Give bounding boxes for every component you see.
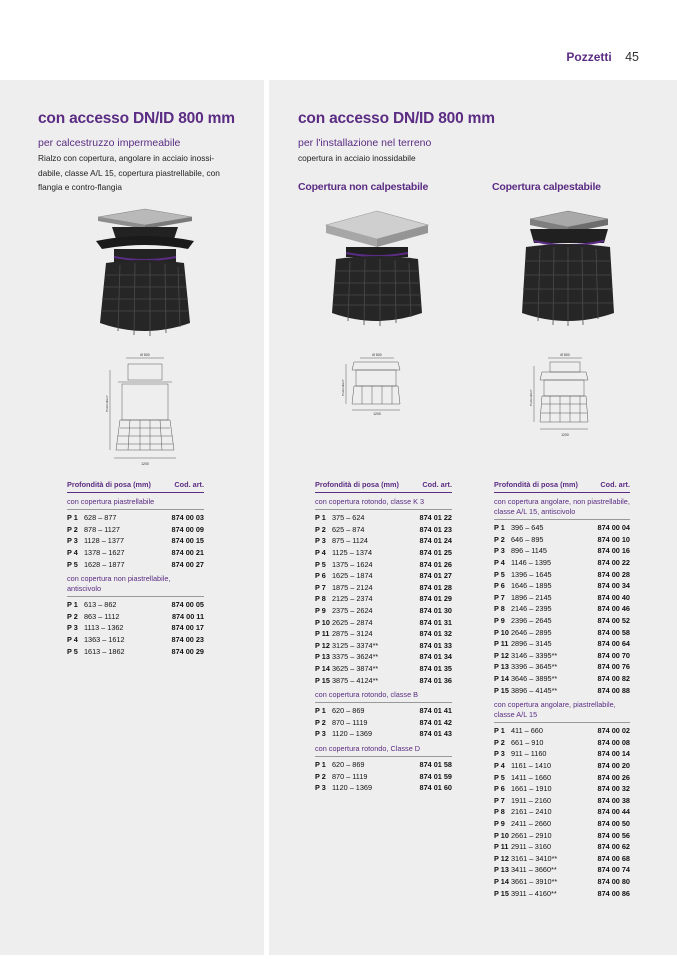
table-walkable — [494, 480, 630, 899]
table-non-walkable — [315, 480, 452, 793]
depth-class: P 2 — [315, 524, 326, 534]
article-code: 874 00 04 — [597, 523, 630, 533]
article-code: 874 00 14 — [597, 749, 630, 759]
depth-range: 2396 – 2645 — [511, 616, 552, 626]
right-title: con accesso DN/ID 800 mm — [298, 110, 495, 127]
code-column-header: Cod. art. — [600, 480, 630, 489]
table-header — [315, 480, 452, 493]
article-code: 874 00 70 — [597, 650, 630, 660]
variant-heading-walkable: Copertura calpestabile — [492, 181, 601, 193]
table-row — [494, 522, 630, 534]
depth-range: 1113 – 1362 — [84, 623, 124, 633]
article-code: 874 01 33 — [419, 640, 452, 650]
depth-class: P 15 — [315, 675, 330, 685]
depth-class: P 3 — [494, 749, 505, 759]
page-header — [566, 50, 639, 64]
table-row — [67, 524, 204, 536]
depth-class: P 3 — [315, 536, 326, 546]
manhole-photo-walkable — [516, 205, 621, 335]
depth-range: 3661 – 3910** — [511, 876, 558, 886]
depth-range: 625 – 874 — [332, 524, 365, 534]
depth-class: P 13 — [315, 652, 330, 662]
right-subtitle: per l'installazione nel terreno — [298, 137, 432, 149]
table-row — [494, 568, 630, 580]
depth-class: P 8 — [315, 594, 326, 604]
table-row — [494, 771, 630, 783]
depth-class: P 9 — [494, 616, 505, 626]
drawing-left-bottom-dim: 1200 — [141, 462, 149, 466]
article-code: 874 01 22 — [419, 513, 452, 523]
article-code: 874 01 30 — [419, 606, 452, 616]
article-code: 874 00 46 — [597, 604, 630, 614]
depth-class: P 2 — [494, 737, 505, 747]
depth-class: P 15 — [494, 888, 509, 898]
table-row — [67, 599, 204, 611]
depth-class: P 10 — [315, 617, 330, 627]
code-column-header: Cod. art. — [422, 480, 452, 489]
article-code: 874 00 68 — [597, 853, 630, 863]
variant-heading-non-walkable: Copertura non calpestabile — [298, 181, 429, 193]
depth-range: 3396 – 3645** — [511, 662, 558, 672]
depth-range: 2875 – 3124 — [332, 629, 373, 639]
drawing-middle-bottom-dim: 1200 — [373, 412, 381, 416]
depth-class: P 10 — [494, 830, 509, 840]
depth-class: P 5 — [67, 559, 78, 569]
depth-class: P 7 — [315, 582, 326, 592]
depth-class: P 6 — [315, 571, 326, 581]
group-label: con copertura angolare, piastrellabile, classe A/L 15 — [494, 696, 630, 723]
depth-class: P 13 — [494, 865, 509, 875]
right-description: copertura in acciaio inossidabile — [298, 153, 416, 163]
table-row — [494, 818, 630, 830]
depth-class: P 13 — [494, 662, 509, 672]
group-label: con copertura non piastrellabile, antiscivolo — [67, 570, 204, 597]
article-code: 874 00 64 — [597, 639, 630, 649]
article-code: 874 00 80 — [597, 876, 630, 886]
depth-class: P 7 — [494, 795, 505, 805]
drawing-middle-top-dim: Ø 800 — [372, 353, 382, 357]
table-row — [315, 535, 452, 547]
article-code: 874 00 82 — [597, 674, 630, 684]
article-code: 874 00 23 — [171, 635, 204, 645]
article-code: 874 00 09 — [171, 524, 204, 534]
depth-class: P 6 — [494, 784, 505, 794]
depth-range: 613 – 862 — [84, 600, 117, 610]
article-code: 874 00 08 — [597, 737, 630, 747]
depth-range: 1378 – 1627 — [84, 548, 125, 558]
depth-range: 1128 – 1377 — [84, 536, 125, 546]
depth-class: P 5 — [67, 646, 78, 656]
table-row — [494, 748, 630, 760]
article-code: 874 01 25 — [419, 548, 452, 558]
depth-class: P 11 — [494, 842, 509, 852]
table-row — [67, 645, 204, 657]
article-code: 874 00 34 — [597, 581, 630, 591]
depth-class: P 5 — [494, 569, 505, 579]
depth-range: 1896 – 2145 — [511, 592, 552, 602]
depth-column-header: Profondità di posa (mm) — [315, 480, 399, 489]
table-row — [494, 760, 630, 772]
depth-range: 1411 – 1660 — [511, 772, 552, 782]
table-header — [494, 480, 630, 493]
article-code: 874 00 05 — [171, 600, 204, 610]
article-code: 874 00 58 — [597, 627, 630, 637]
depth-class: P 11 — [315, 629, 330, 639]
depth-class: P 12 — [315, 640, 330, 650]
technical-drawing-left — [104, 352, 186, 467]
depth-range: 3146 – 3395** — [511, 650, 558, 660]
depth-class: P 1 — [315, 513, 326, 523]
article-code: 874 01 31 — [419, 617, 452, 627]
group-label: con copertura rotondo, classe K 3 — [315, 493, 452, 510]
article-code: 874 01 29 — [419, 594, 452, 604]
depth-range: 2661 – 2910 — [511, 830, 552, 840]
table-row — [315, 605, 452, 617]
table-row — [315, 570, 452, 582]
depth-range: 911 – 1160 — [511, 749, 547, 759]
depth-class: P 9 — [315, 606, 326, 616]
table-row — [67, 634, 204, 646]
depth-class: P 4 — [67, 635, 78, 645]
depth-class: P 10 — [494, 627, 509, 637]
drawing-left-side-label: Profondità P — [105, 395, 109, 412]
depth-range: 1375 – 1624 — [332, 559, 373, 569]
table-header — [67, 480, 204, 493]
depth-class: P 2 — [67, 524, 78, 534]
article-code: 874 00 02 — [597, 726, 630, 736]
table-row — [67, 622, 204, 634]
table-row — [315, 558, 452, 570]
article-code: 874 00 38 — [597, 795, 630, 805]
table-row — [315, 593, 452, 605]
article-code: 874 00 11 — [171, 611, 204, 621]
depth-range: 628 – 877 — [84, 513, 117, 523]
depth-class: P 2 — [315, 717, 326, 727]
depth-class: P 5 — [494, 772, 505, 782]
depth-range: 3411 – 3660** — [511, 865, 557, 875]
depth-class: P 14 — [494, 876, 509, 886]
table-row — [315, 582, 452, 594]
depth-range: 1911 – 2160 — [511, 795, 552, 805]
depth-class: P 3 — [67, 536, 78, 546]
table-row — [315, 640, 452, 652]
depth-class: P 3 — [494, 546, 505, 556]
table-row — [494, 876, 630, 888]
article-code: 874 00 21 — [171, 548, 204, 558]
depth-range: 1120 – 1369 — [332, 729, 373, 739]
depth-class: P 4 — [67, 548, 78, 558]
code-column-header: Cod. art. — [174, 480, 204, 489]
table-row — [315, 705, 452, 717]
article-code: 874 00 50 — [597, 818, 630, 828]
article-code: 874 01 23 — [419, 524, 452, 534]
article-code: 874 01 26 — [419, 559, 452, 569]
depth-class: P 12 — [494, 853, 509, 863]
article-code: 874 00 88 — [597, 685, 630, 695]
article-code: 874 00 16 — [597, 546, 630, 556]
article-code: 874 00 74 — [597, 865, 630, 875]
depth-range: 620 – 869 — [332, 706, 365, 716]
depth-range: 3125 – 3374** — [332, 640, 379, 650]
depth-class: P 2 — [494, 534, 505, 544]
table-row — [494, 592, 630, 604]
table-row — [494, 650, 630, 662]
article-code: 874 01 43 — [419, 729, 452, 739]
article-code: 874 01 58 — [419, 759, 452, 769]
table-row — [494, 887, 630, 899]
depth-range: 2375 – 2624 — [332, 606, 373, 616]
manhole-photo-tiled-cover — [90, 205, 200, 345]
article-code: 874 00 40 — [597, 592, 630, 602]
depth-class: P 1 — [315, 759, 326, 769]
drawing-middle-side-label: Profondità P — [341, 379, 345, 396]
depth-range: 3646 – 3895** — [511, 674, 558, 684]
table-row — [315, 628, 452, 640]
depth-class: P 1 — [67, 513, 78, 523]
depth-class: P 3 — [315, 729, 326, 739]
article-code: 874 00 52 — [597, 616, 630, 626]
article-code: 874 00 10 — [597, 534, 630, 544]
article-code: 874 00 17 — [171, 623, 204, 633]
depth-range: 1161 – 1410 — [511, 760, 552, 770]
article-code: 874 01 32 — [419, 629, 452, 639]
article-code: 874 00 03 — [171, 513, 204, 523]
table-row — [67, 611, 204, 623]
depth-class: P 6 — [494, 581, 505, 591]
article-code: 874 00 76 — [597, 662, 630, 672]
table-row — [494, 661, 630, 673]
article-code: 874 01 28 — [419, 582, 452, 592]
article-code: 874 01 41 — [419, 706, 452, 716]
depth-range: 870 – 1119 — [332, 771, 368, 781]
depth-range: 896 – 1145 — [511, 546, 547, 556]
depth-column-header: Profondità di posa (mm) — [67, 480, 151, 489]
depth-range: 878 – 1127 — [84, 524, 120, 534]
table-row — [315, 663, 452, 675]
article-code: 874 00 28 — [597, 569, 630, 579]
table-row — [315, 512, 452, 524]
group-label: con copertura rotondo, Classe D — [315, 740, 452, 757]
depth-range: 661 – 910 — [511, 737, 544, 747]
depth-class: P 11 — [494, 639, 509, 649]
depth-range: 1146 – 1395 — [511, 558, 552, 568]
depth-range: 620 – 869 — [332, 759, 365, 769]
table-row — [315, 759, 452, 771]
table-row — [315, 524, 452, 536]
depth-class: P 14 — [494, 674, 509, 684]
drawing-right-bottom-dim: 1200 — [561, 433, 569, 437]
table-row — [494, 545, 630, 557]
article-code: 874 01 34 — [419, 652, 452, 662]
drawing-right-top-dim: Ø 800 — [560, 353, 570, 357]
table-row — [494, 725, 630, 737]
depth-range: 1646 – 1895 — [511, 581, 552, 591]
article-code: 874 00 22 — [597, 558, 630, 568]
table-row — [67, 547, 204, 559]
depth-range: 646 – 895 — [511, 534, 544, 544]
depth-class: P 15 — [494, 685, 509, 695]
table-row — [315, 651, 452, 663]
table-row — [67, 558, 204, 570]
depth-class: P 4 — [494, 760, 505, 770]
table-row — [315, 674, 452, 686]
table-row — [494, 626, 630, 638]
table-row — [494, 684, 630, 696]
drawing-right-side-label: Profondità P — [529, 389, 533, 406]
depth-range: 2146 – 2395 — [511, 604, 552, 614]
depth-range: 3911 – 4160** — [511, 888, 557, 898]
depth-column-header: Profondità di posa (mm) — [494, 480, 578, 489]
depth-range: 2896 – 3145 — [511, 639, 552, 649]
depth-class: P 2 — [315, 771, 326, 781]
depth-range: 2646 – 2895 — [511, 627, 552, 637]
article-code: 874 00 15 — [171, 536, 204, 546]
group-label: con copertura piastrellabile — [67, 493, 204, 510]
depth-range: 2411 – 2660 — [511, 818, 552, 828]
depth-range: 1363 – 1612 — [84, 635, 125, 645]
table-row — [494, 829, 630, 841]
depth-range: 3896 – 4145** — [511, 685, 558, 695]
article-code: 874 00 56 — [597, 830, 630, 840]
article-code: 874 01 24 — [419, 536, 452, 546]
group-label: con copertura angolare, non piastrellabile, classe A/L 15, antiscivolo — [494, 493, 630, 520]
depth-class: P 3 — [67, 623, 78, 633]
article-code: 874 01 42 — [419, 717, 452, 727]
depth-range: 1661 – 1910 — [511, 784, 552, 794]
page-number: 45 — [625, 50, 639, 64]
depth-class: P 12 — [494, 650, 509, 660]
article-code: 874 00 44 — [597, 807, 630, 817]
depth-range: 2125 – 2374 — [332, 594, 373, 604]
depth-range: 863 – 1112 — [84, 611, 120, 621]
depth-range: 396 – 645 — [511, 523, 544, 533]
depth-class: P 8 — [494, 807, 505, 817]
article-code: 874 01 27 — [419, 571, 452, 581]
article-code: 874 00 32 — [597, 784, 630, 794]
depth-range: 1396 – 1645 — [511, 569, 552, 579]
depth-range: 3875 – 4124** — [332, 675, 379, 685]
group-label: con copertura rotondo, classe B — [315, 686, 452, 703]
article-code: 874 00 29 — [171, 646, 204, 656]
article-code: 874 01 59 — [419, 771, 452, 781]
table-row — [494, 737, 630, 749]
depth-class: P 8 — [494, 604, 505, 614]
depth-range: 2911 – 3160 — [511, 842, 552, 852]
depth-range: 1125 – 1374 — [332, 548, 373, 558]
table-row — [315, 782, 452, 794]
depth-range: 875 – 1124 — [332, 536, 368, 546]
depth-class: P 4 — [494, 558, 505, 568]
table-row — [494, 864, 630, 876]
article-code: 874 00 62 — [597, 842, 630, 852]
depth-class: P 7 — [494, 592, 505, 602]
table-row — [494, 794, 630, 806]
table-row — [494, 638, 630, 650]
depth-class: P 1 — [494, 523, 505, 533]
depth-class: P 5 — [315, 559, 326, 569]
depth-class: P 1 — [494, 726, 505, 736]
table-row — [494, 841, 630, 853]
depth-class: P 14 — [315, 664, 330, 674]
depth-range: 2625 – 2874 — [332, 617, 373, 627]
table-row — [315, 616, 452, 628]
table-row — [315, 717, 452, 729]
article-code: 874 00 86 — [597, 888, 630, 898]
depth-range: 3375 – 3624** — [332, 652, 379, 662]
depth-range: 1875 – 2124 — [332, 582, 373, 592]
depth-range: 3625 – 3874** — [332, 664, 379, 674]
depth-range: 375 – 624 — [332, 513, 365, 523]
depth-range: 3161 – 3410** — [511, 853, 558, 863]
depth-class: P 1 — [315, 706, 326, 716]
left-title: con accesso DN/ID 800 mm — [38, 110, 235, 127]
manhole-photo-non-walkable — [322, 205, 432, 335]
article-code: 874 01 36 — [419, 675, 452, 685]
depth-range: 1120 – 1369 — [332, 783, 373, 793]
depth-class: P 4 — [315, 548, 326, 558]
depth-class: P 3 — [315, 783, 326, 793]
drawing-left-top-dim: Ø 800 — [140, 353, 150, 357]
table-row — [494, 580, 630, 592]
table-row — [315, 547, 452, 559]
table-row — [494, 673, 630, 685]
section-title: Pozzetti — [566, 50, 612, 64]
depth-range: 1628 – 1877 — [84, 559, 125, 569]
table-row — [494, 806, 630, 818]
table-row — [315, 728, 452, 740]
technical-drawing-right — [528, 352, 600, 438]
article-code: 874 00 26 — [597, 772, 630, 782]
left-description: Rialzo con copertura, angolare in acciaio inossi- dabile, classe A/L 15, copertura piastrellabile, con flangia e contro-flangia — [38, 153, 220, 192]
table-row — [494, 534, 630, 546]
depth-range: 411 – 660 — [511, 726, 543, 736]
table-row — [67, 512, 204, 524]
table-row — [494, 783, 630, 795]
depth-range: 870 – 1119 — [332, 717, 368, 727]
depth-range: 1613 – 1862 — [84, 646, 125, 656]
table-left — [67, 480, 204, 657]
depth-class: P 2 — [67, 611, 78, 621]
left-subtitle: per calcestruzzo impermeabile — [38, 137, 181, 149]
table-row — [494, 557, 630, 569]
table-row — [67, 535, 204, 547]
depth-class: P 9 — [494, 818, 505, 828]
article-code: 874 01 60 — [419, 783, 452, 793]
depth-range: 2161 – 2410 — [511, 807, 552, 817]
article-code: 874 00 20 — [597, 760, 630, 770]
depth-class: P 1 — [67, 600, 78, 610]
table-row — [494, 615, 630, 627]
table-row — [494, 852, 630, 864]
depth-range: 1625 – 1874 — [332, 571, 373, 581]
technical-drawing-middle — [340, 352, 412, 416]
article-code: 874 00 27 — [171, 559, 204, 569]
table-row — [494, 603, 630, 615]
article-code: 874 01 35 — [419, 664, 452, 674]
table-row — [315, 770, 452, 782]
